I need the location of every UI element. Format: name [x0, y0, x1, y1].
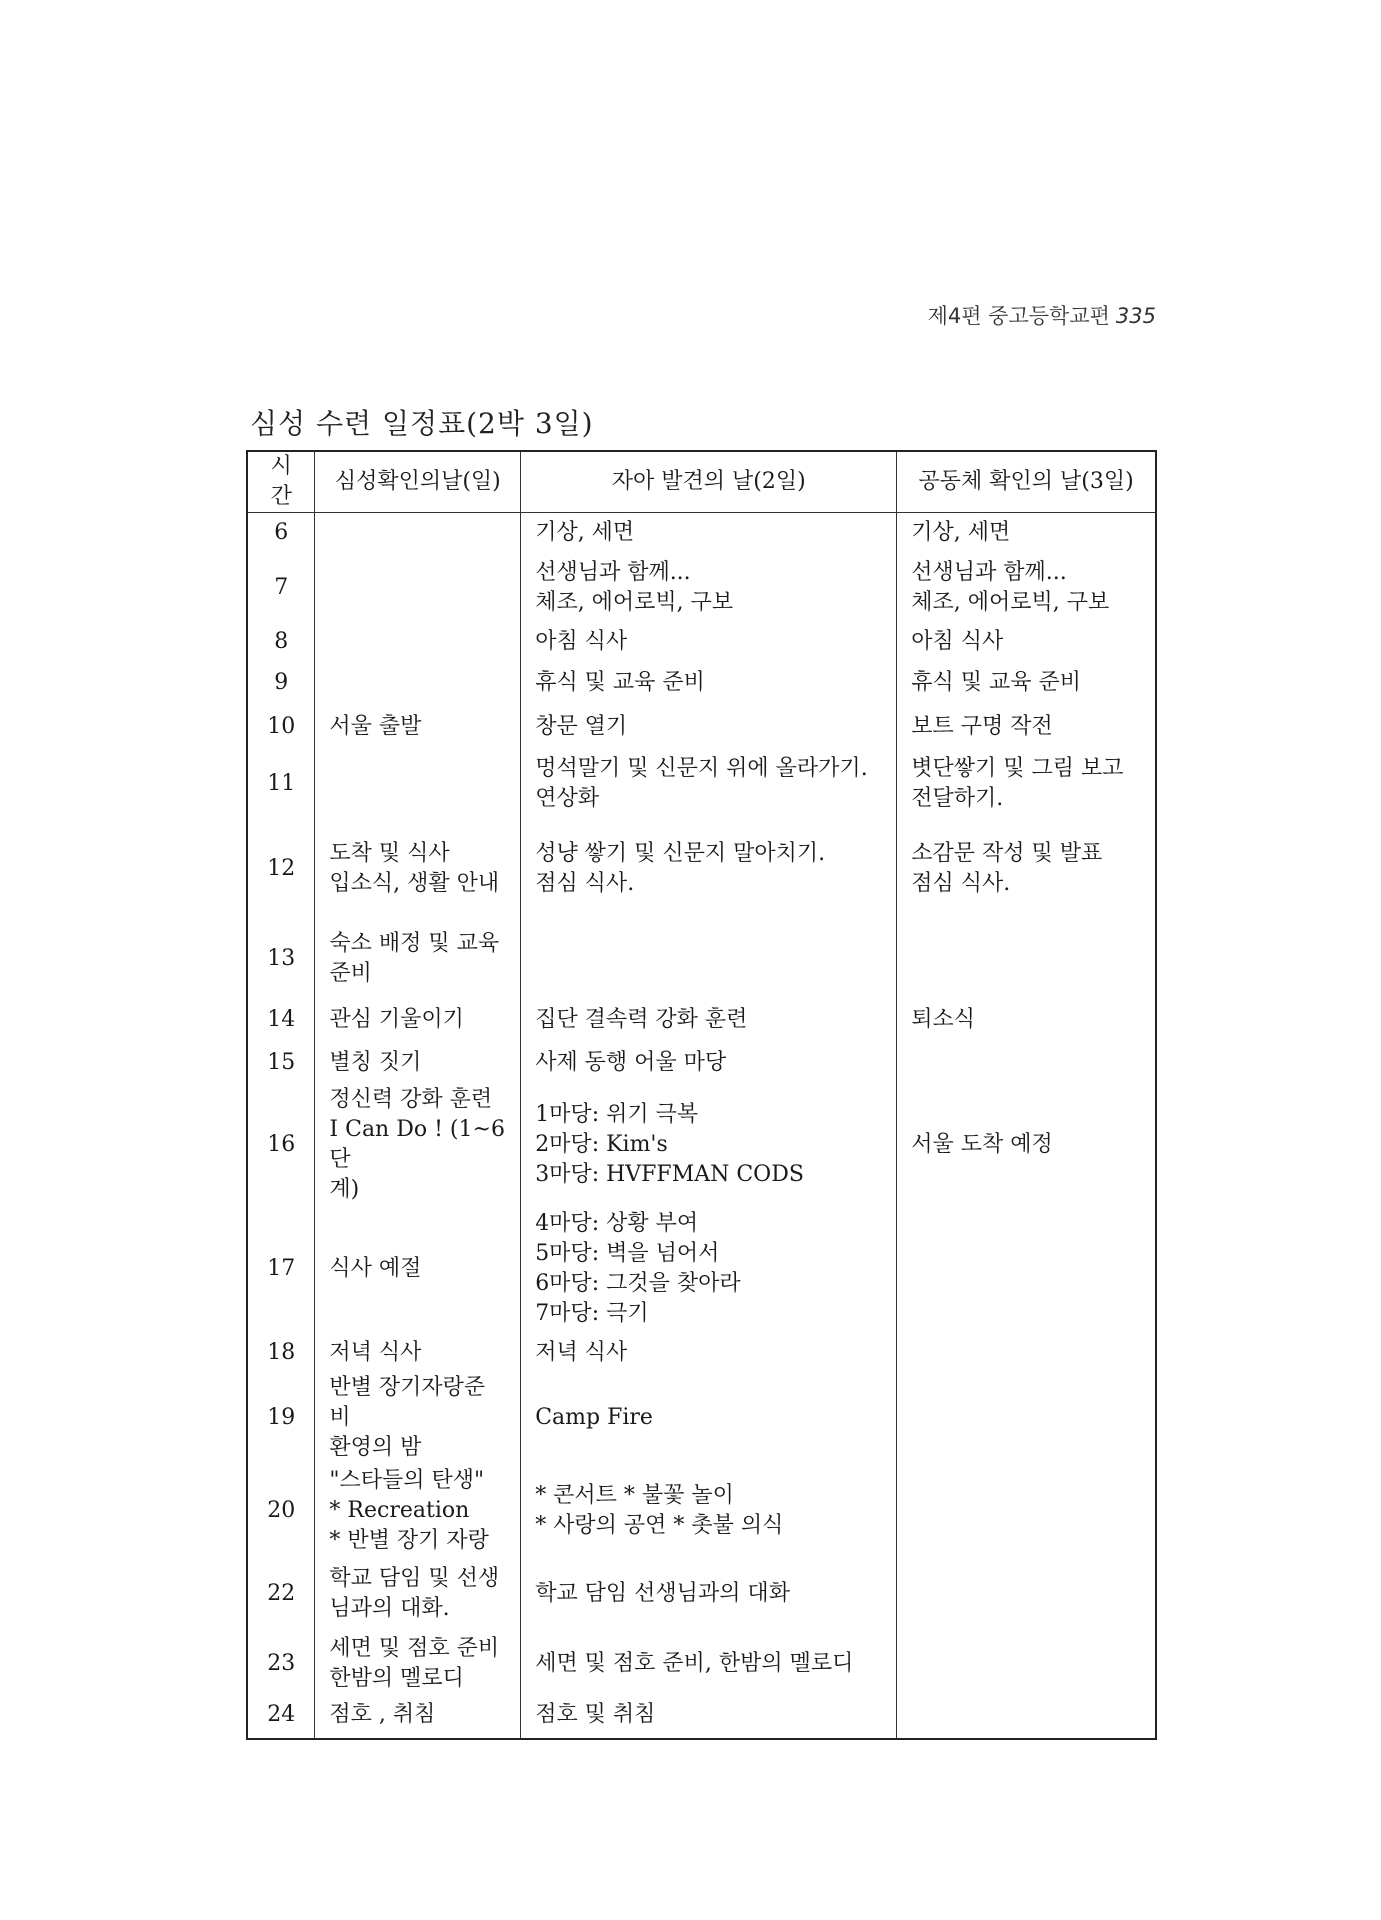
time-cell: 23: [247, 1629, 315, 1699]
day2-cell: 점호 및 취침: [521, 1699, 897, 1739]
table-row: [247, 1463, 1156, 1559]
day2-cell: 선생님과 함께... 체조, 에어로빅, 구보: [521, 553, 897, 623]
day1-cell: 관심 기울이기: [315, 999, 521, 1041]
day1-cell: 학교 담임 및 선생 님과의 대화.: [315, 1559, 521, 1629]
time-cell: 19: [247, 1373, 315, 1463]
time-cell: 13: [247, 919, 315, 999]
table-row: [247, 919, 1156, 999]
day1-cell: 정신력 강화 훈련 I Can Do ! (1~6단 계): [315, 1085, 521, 1205]
day1-cell: 점호 , 취침: [315, 1699, 521, 1739]
time-cell: 16: [247, 1085, 315, 1205]
running-header: [928, 300, 1156, 330]
column-header-day1: 심성확인의날(일): [315, 451, 521, 513]
day3-cell: [897, 1559, 1156, 1629]
day1-cell: [315, 513, 521, 553]
day1-cell: "스타들의 탄생" * Recreation * 반별 장기 자랑: [315, 1463, 521, 1559]
day2-cell: Camp Fire: [521, 1373, 897, 1463]
day2-cell: 기상, 세면: [521, 513, 897, 553]
day1-cell: 도착 및 식사 입소식, 생활 안내: [315, 819, 521, 919]
day3-cell: 서울 도착 예정: [897, 1085, 1156, 1205]
day3-cell: [897, 1205, 1156, 1333]
day2-cell: 세면 및 점호 준비, 한밤의 멜로디: [521, 1629, 897, 1699]
schedule-title: 심성 수련 일정표(2박 3일): [250, 407, 594, 440]
day1-cell: 반별 장기자랑준비 환영의 밤: [315, 1373, 521, 1463]
day1-cell: [315, 749, 521, 819]
day3-cell: [897, 1373, 1156, 1463]
day3-cell: [897, 1333, 1156, 1373]
table-row: [247, 1699, 1156, 1739]
day1-cell: 저녁 식사: [315, 1333, 521, 1373]
table-row: [247, 705, 1156, 749]
table-row: [247, 661, 1156, 705]
day3-cell: [897, 1699, 1156, 1739]
time-cell: 24: [247, 1699, 315, 1739]
day3-cell: [897, 1041, 1156, 1085]
day1-cell: 숙소 배정 및 교육 준비: [315, 919, 521, 999]
table-row: [247, 623, 1156, 661]
day1-cell: 식사 예절: [315, 1205, 521, 1333]
day2-cell: 휴식 및 교육 준비: [521, 661, 897, 705]
table-row: [247, 1559, 1156, 1629]
day2-cell: 학교 담임 선생님과의 대화: [521, 1559, 897, 1629]
table-row: [247, 553, 1156, 623]
schedule-body: [247, 513, 1156, 1739]
time-cell: 8: [247, 623, 315, 661]
time-cell: 10: [247, 705, 315, 749]
page-number: 335: [1115, 304, 1156, 328]
time-cell: 22: [247, 1559, 315, 1629]
time-cell: 18: [247, 1333, 315, 1373]
table-row: [247, 1205, 1156, 1333]
day2-cell: 창문 열기: [521, 705, 897, 749]
day1-cell: 서울 출발: [315, 705, 521, 749]
column-header-day2: 자아 발견의 날(2일): [521, 451, 897, 513]
schedule-table: [246, 450, 1157, 1740]
day3-cell: 퇴소식: [897, 999, 1156, 1041]
table-row: [247, 999, 1156, 1041]
day2-cell: 사제 동행 어울 마당: [521, 1041, 897, 1085]
table-row: [247, 1333, 1156, 1373]
day2-cell: 4마당: 상황 부여 5마당: 벽을 넘어서 6마당: 그것을 찾아라 7마당: 극기: [521, 1205, 897, 1333]
day3-cell: [897, 1463, 1156, 1559]
day3-cell: 선생님과 함께... 체조, 에어로빅, 구보: [897, 553, 1156, 623]
time-cell: 11: [247, 749, 315, 819]
day2-cell: 1마당: 위기 극복 2마당: Kim's 3마당: HVFFMAN CODS: [521, 1085, 897, 1205]
day2-cell: 저녁 식사: [521, 1333, 897, 1373]
day1-cell: [315, 623, 521, 661]
day2-cell: [521, 919, 897, 999]
time-cell: 6: [247, 513, 315, 553]
table-row: [247, 1373, 1156, 1463]
day3-cell: 휴식 및 교육 준비: [897, 661, 1156, 705]
day1-cell: 별칭 짓기: [315, 1041, 521, 1085]
column-header-day3: 공동체 확인의 날(3일): [897, 451, 1156, 513]
time-cell: 14: [247, 999, 315, 1041]
table-row: [247, 1085, 1156, 1205]
time-cell: 15: [247, 1041, 315, 1085]
day3-cell: 기상, 세면: [897, 513, 1156, 553]
time-cell: 17: [247, 1205, 315, 1333]
day3-cell: 아침 식사: [897, 623, 1156, 661]
time-cell: 20: [247, 1463, 315, 1559]
section-title: 제4편 중고등학교편: [927, 304, 1110, 328]
header-row: [247, 451, 1156, 513]
day2-cell: 멍석말기 및 신문지 위에 올라가기. 연상화: [521, 749, 897, 819]
column-header-time: 시간: [247, 451, 315, 513]
table-row: [247, 1041, 1156, 1085]
day2-cell: * 콘서트 * 불꽃 놀이 * 사랑의 공연 * 촛불 의식: [521, 1463, 897, 1559]
time-cell: 9: [247, 661, 315, 705]
day2-cell: 성냥 쌓기 및 신문지 말아치기. 점심 식사.: [521, 819, 897, 919]
table-row: [247, 1629, 1156, 1699]
day3-cell: 보트 구명 작전: [897, 705, 1156, 749]
day3-cell: [897, 919, 1156, 999]
day2-cell: 아침 식사: [521, 623, 897, 661]
day3-cell: 볏단쌓기 및 그림 보고 전달하기.: [897, 749, 1156, 819]
day3-cell: [897, 1629, 1156, 1699]
time-cell: 12: [247, 819, 315, 919]
day2-cell: 집단 결속력 강화 훈련: [521, 999, 897, 1041]
day1-cell: [315, 661, 521, 705]
day1-cell: 세면 및 점호 준비 한밤의 멜로디: [315, 1629, 521, 1699]
table-row: [247, 819, 1156, 919]
day1-cell: [315, 553, 521, 623]
table-row: [247, 749, 1156, 819]
day3-cell: 소감문 작성 및 발표 점심 식사.: [897, 819, 1156, 919]
table-row: [247, 513, 1156, 553]
time-cell: 7: [247, 553, 315, 623]
